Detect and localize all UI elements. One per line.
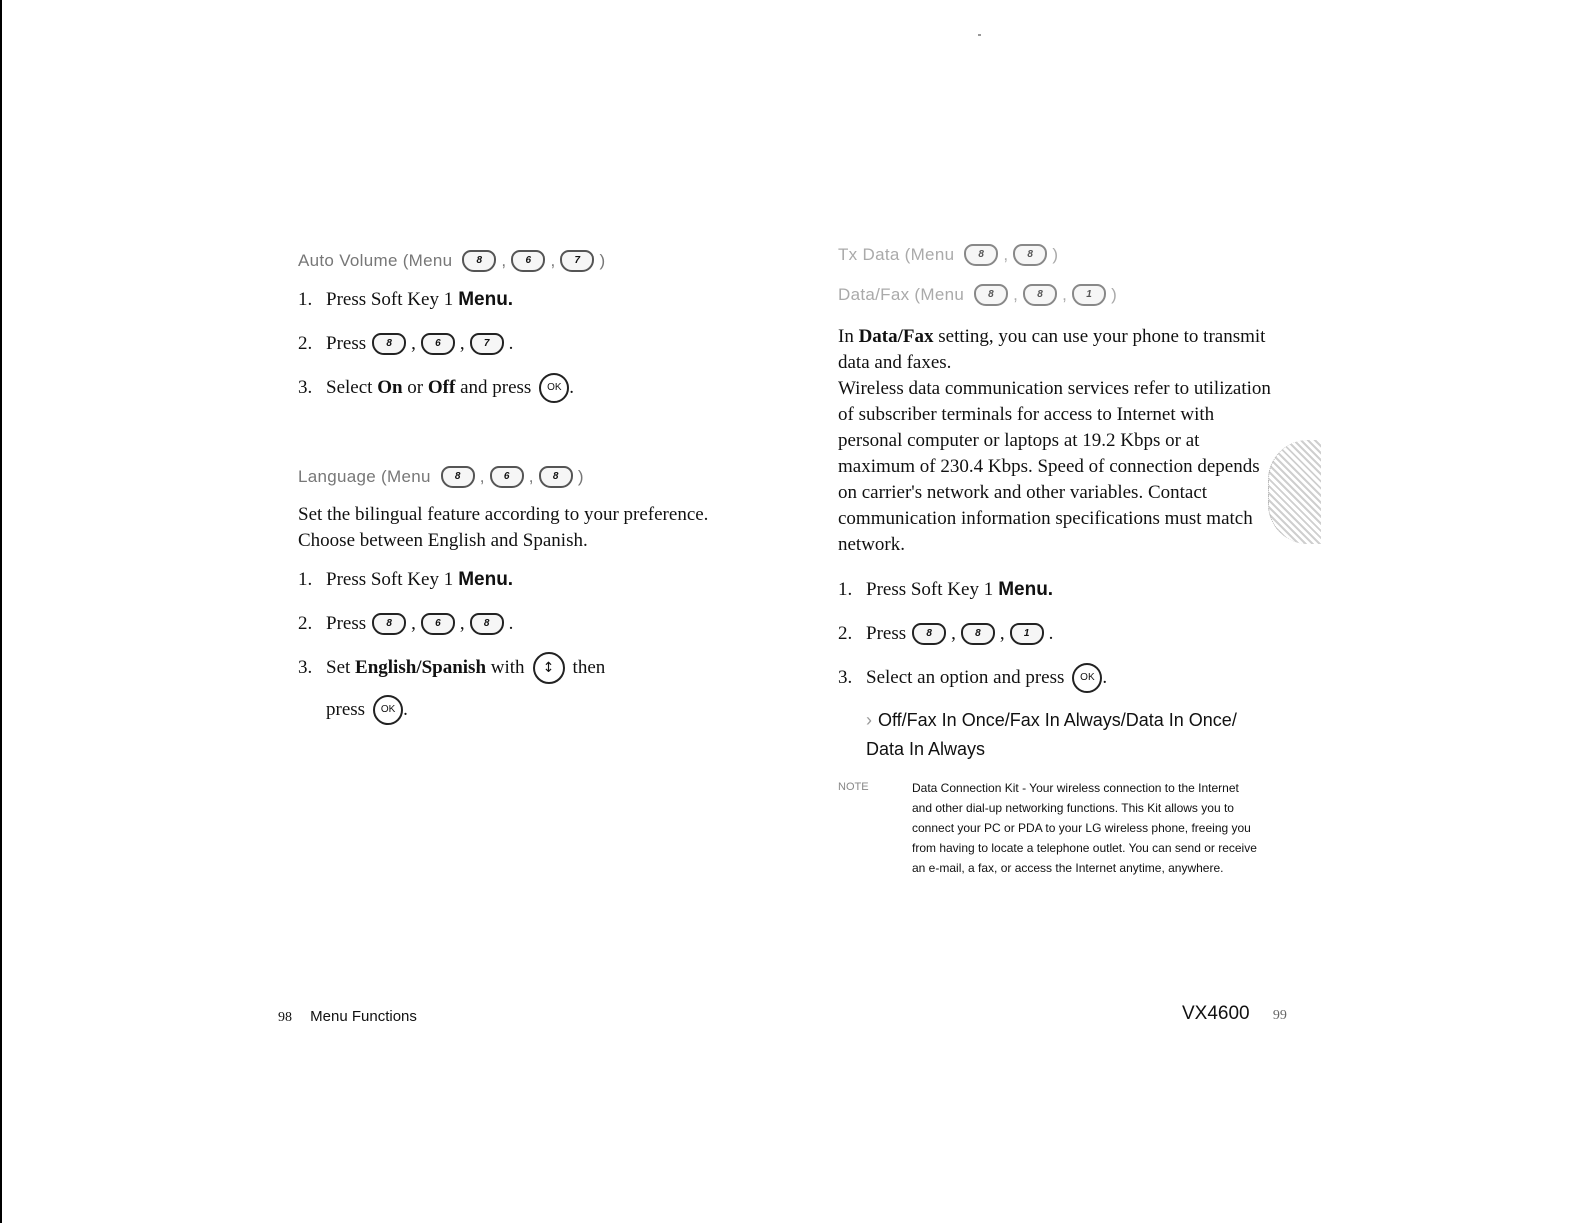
key-icon: 6: [421, 613, 455, 635]
step-text: Press: [866, 623, 907, 644]
step-item: 3. Set English/Spanish with ↕ then: [298, 646, 758, 690]
step-item: 3. Select On or Off and press OK .: [298, 366, 758, 410]
menu-label: Menu.: [458, 289, 514, 310]
key-icon: 8: [912, 623, 946, 645]
step-text: Press Soft Key 1: [326, 289, 454, 310]
key-icon: 6: [421, 333, 455, 355]
page-left-edge: [0, 0, 2, 1223]
data-fax-heading: Data/Fax (Menu 8 , 8 , 1 ): [838, 285, 1118, 304]
auto-volume-steps: [298, 278, 758, 410]
key-icon: 8: [470, 613, 504, 635]
step-text: and press: [460, 377, 532, 398]
language-title: Language (Menu: [298, 467, 431, 486]
ok-button-icon: OK: [373, 695, 403, 725]
step-text: Press Soft Key 1: [326, 569, 454, 590]
key-icon: 1: [1072, 284, 1106, 306]
key-icon: 8: [462, 250, 496, 272]
page-number-right: 99: [1272, 1008, 1287, 1023]
arrow-icon: ›: [866, 710, 872, 730]
step-text: Select an option and press: [866, 667, 1065, 688]
ok-button-icon: OK: [1072, 663, 1102, 693]
footer-right: [1182, 1003, 1287, 1025]
tx-data-heading: Tx Data (Menu 8 , 8 ): [838, 245, 1059, 264]
step-text: Set: [326, 657, 351, 678]
key-icon: 8: [964, 244, 998, 266]
step-continuation: press OK .: [298, 690, 758, 730]
data-fax-intro: [838, 324, 1278, 376]
data-fax-options: [866, 706, 1278, 764]
step-item: 2. Press 8 , 6 , 8 .: [298, 613, 514, 634]
data-fax-steps: [838, 568, 1278, 700]
language-steps: [298, 558, 758, 690]
footer-left: [278, 1008, 417, 1026]
step-text: Press Soft Key 1: [866, 579, 994, 600]
language-description: [298, 502, 758, 554]
key-icon: 6: [490, 466, 524, 488]
ok-button-icon: OK: [539, 373, 569, 403]
key-icon: 7: [560, 250, 594, 272]
step-item: 1. Press Soft Key 1 Menu.: [298, 569, 514, 590]
step-text: then: [572, 657, 606, 678]
key-icon: 8: [974, 284, 1008, 306]
scan-speck: [978, 34, 981, 36]
language-heading: Language (Menu 8 , 6 , 8 ): [298, 467, 584, 486]
step-text: or: [407, 377, 424, 398]
section-tab-marker: [1268, 440, 1321, 544]
para-text: setting, you can use your phone to transmit data and faxes.: [838, 326, 1266, 373]
step-text: Press: [326, 613, 367, 634]
data-fax-title: Data/Fax (Menu: [838, 285, 965, 304]
key-icon: 8: [372, 613, 406, 635]
key-icon: 8: [1013, 244, 1047, 266]
footer-section-title: Menu Functions: [310, 1008, 417, 1025]
step-item: 2. Press 8 , 6 , 7 .: [298, 333, 514, 354]
option-on: On: [377, 377, 403, 398]
note-label: NOTE: [838, 781, 869, 793]
key-icon: 8: [961, 623, 995, 645]
step-item: 1. Press Soft Key 1 Menu.: [838, 579, 1054, 600]
key-icon: 7: [470, 333, 504, 355]
note-block: [838, 778, 1278, 878]
right-column: [838, 240, 1278, 878]
step-item: 3. Select an option and press OK .: [838, 656, 1278, 700]
description-line: Choose between English and Spanish.: [298, 530, 588, 551]
menu-label: Menu.: [998, 579, 1054, 600]
data-fax-term: Data/Fax: [858, 326, 934, 347]
step-text: Select: [326, 377, 373, 398]
language-option: English/Spanish: [355, 657, 487, 678]
para-text: In: [838, 326, 854, 347]
data-fax-description: Wireless data communication services refer to utilization of subscriber terminals for access to Internet with personal computer or laptops at 19.2 Kbps or at maximum of 230.4 Kbps. Speed of connection depends on carrier's network and other variables. Contact communication information specifications must match network.: [838, 378, 1271, 555]
key-icon: 6: [511, 250, 545, 272]
key-icon: 8: [441, 466, 475, 488]
menu-label: Menu.: [458, 569, 514, 590]
footer-model-name: VX4600: [1182, 1003, 1250, 1024]
nav-key-icon: ↕: [533, 652, 565, 684]
auto-volume-heading: Auto Volume (Menu 8 , 6 , 7 ): [298, 251, 606, 270]
key-icon: 1: [1010, 623, 1044, 645]
left-column: [298, 246, 758, 730]
step-text: with: [490, 657, 525, 678]
options-text: Off/Fax In Once/Fax In Always/Data In Once/ Data In Always: [866, 710, 1237, 759]
step-text: press: [326, 699, 366, 720]
step-item: 1. Press Soft Key 1 Menu.: [298, 289, 514, 310]
key-icon: 8: [1023, 284, 1057, 306]
step-text: Press: [326, 333, 367, 354]
note-text: Data Connection Kit - Your wireless connection to the Internet and other dial-up networking functions. This Kit allows you to connect your PC or PDA to your LG wireless phone, freeing you from having to locate a telephone outlet. You can send or receive an e-mail, a fax, or access the Internet anytime, anywhere.: [912, 781, 1257, 875]
option-off: Off: [427, 377, 456, 398]
page-number-left: 98: [278, 1010, 292, 1025]
key-icon: 8: [372, 333, 406, 355]
description-line: Set the bilingual feature according to your preference.: [298, 504, 709, 525]
tx-data-title: Tx Data (Menu: [838, 245, 955, 264]
key-icon: 8: [539, 466, 573, 488]
step-item: 2. Press 8 , 8 , 1 .: [838, 623, 1054, 644]
auto-volume-title: Auto Volume (Menu: [298, 251, 453, 270]
